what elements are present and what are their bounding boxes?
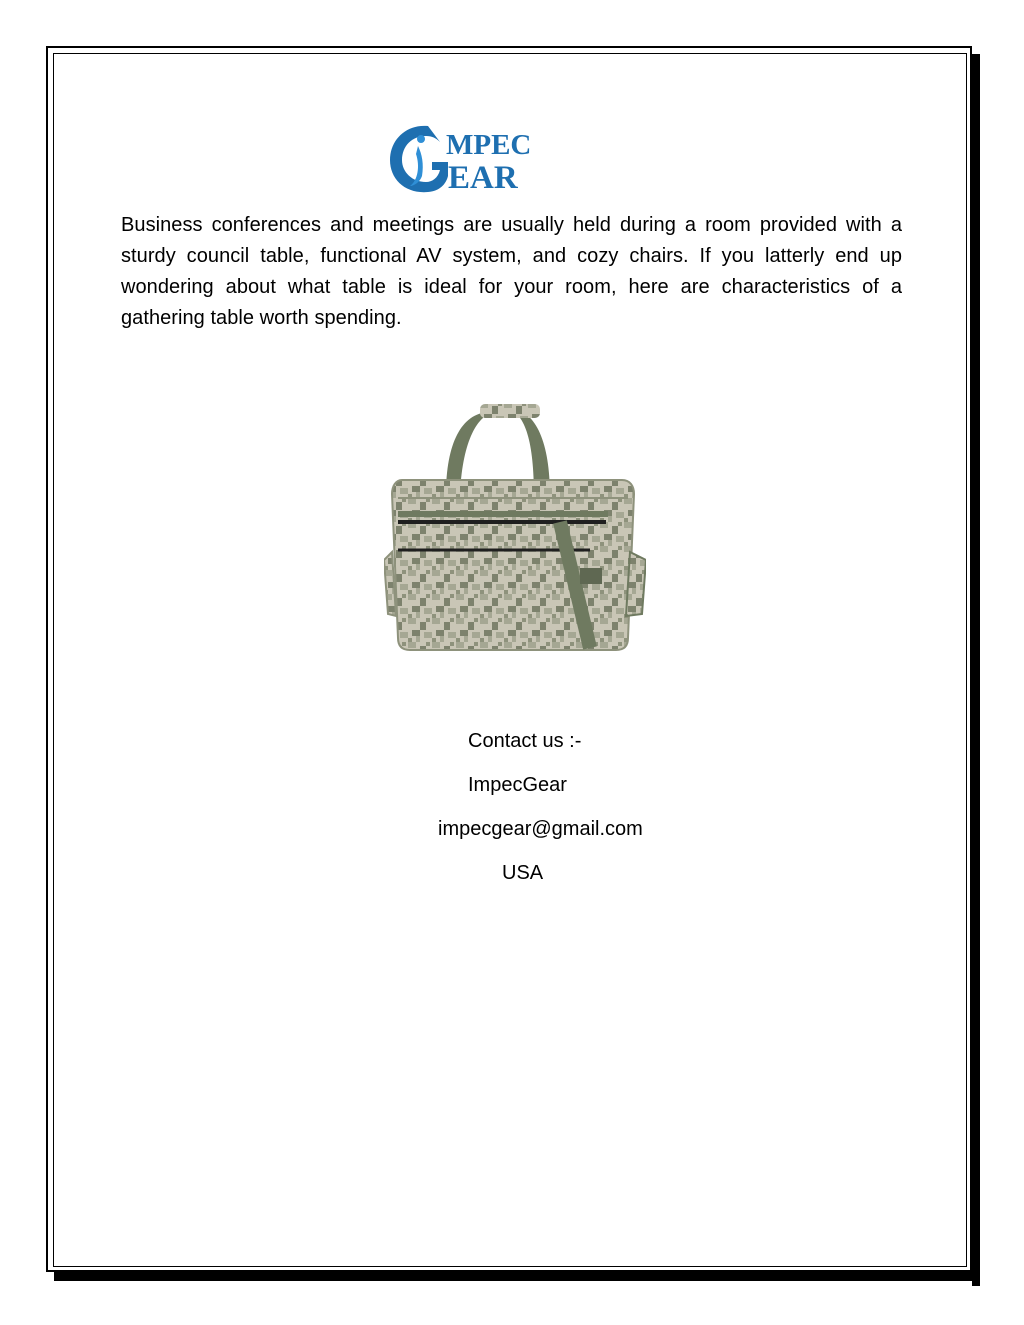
contact-email: impecgear@gmail.com — [438, 818, 643, 840]
contact-heading: Contact us :- — [468, 730, 582, 752]
contact-country: USA — [502, 862, 544, 884]
logo-text-line2: EAR — [448, 160, 518, 196]
intro-paragraph: Business conferences and meetings are usually held during a room provided with a sturdy council table, functional AV system, and cozy chairs. If you latterly end up wondering about what table is ideal for your room, here are characteristics of a gathering table worth spending. — [121, 214, 902, 329]
contact-company-name: ImpecGear — [468, 774, 567, 796]
page-border-shadow-bottom — [54, 1272, 980, 1281]
impecgear-logo — [388, 120, 538, 196]
logo-text-line1: MPEC — [446, 129, 532, 161]
page-border-shadow-right — [972, 54, 980, 1286]
camouflage-laptop-bag-icon — [384, 402, 646, 654]
